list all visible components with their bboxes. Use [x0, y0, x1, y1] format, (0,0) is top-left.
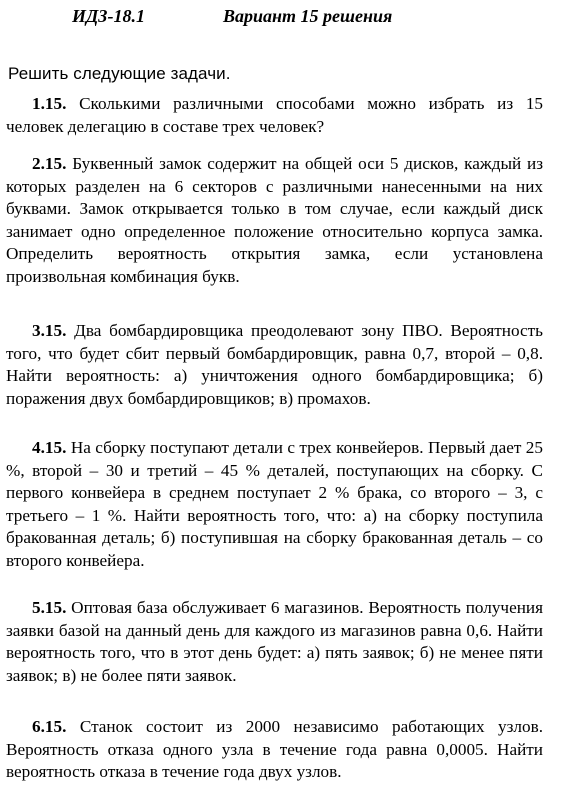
- problem-number: 3.15.: [32, 321, 67, 340]
- variant-title: Вариант 15 решения: [223, 6, 393, 26]
- problem-text: На сборку поступают детали с трех конвейеров. Первый дает 25 %, второй – 30 и третий – 45 % деталей, поступающих на сборку. С первого конвейера в среднем поступает 2 % брака, со второго – 3, с третьего – 1 %. Найти вероятность того, что: а) на сборку поступила бракованная деталь; б) поступившая на сборку бракованная деталь – со второго конвейера.: [6, 438, 543, 570]
- problem-text: Два бомбардировщика преодолевают зону ПВО. Вероятность того, что будет сбит первый бомбардировщик, равна 0,7, второй – 0,8. Найти вероятность: а) уничтожения одного бомбардировщика; б) поражения двух бомбардировщиков; в) промахов.: [6, 321, 543, 408]
- problem-text: Сколькими различными способами можно избрать из 15 человек делегацию в составе трех человек?: [6, 94, 544, 136]
- problem-number: 1.15.: [32, 94, 67, 113]
- problem-text: Оптовая база обслуживает 6 магазинов. Вероятность получения заявки базой на данный день для каждого из магазинов равна 0,6. Найти вероятность того, что в этот день будет: а) пять заявок; б) не менее пяти заявок; в) не более пяти заявок.: [6, 598, 543, 685]
- problem-number: 5.15.: [32, 598, 67, 617]
- problem-5: [6, 597, 543, 687]
- problem-text: Станок состоит из 2000 независимо работающих узлов. Вероятность отказа одного узла в течение года равна 0,0005. Найти вероятность отказа в течение года двух узлов.: [6, 717, 544, 782]
- problem-number: 6.15.: [32, 717, 67, 736]
- page-header: [0, 6, 578, 34]
- problem-number: 4.15.: [32, 438, 67, 457]
- instructions-text: Решить следующие задачи.: [8, 64, 231, 83]
- problem-number: 2.15.: [32, 154, 67, 173]
- problem-3: [6, 320, 543, 410]
- problem-1: [6, 93, 543, 138]
- assignment-code: ИДЗ-18.1: [72, 6, 145, 26]
- problem-4: [6, 437, 543, 573]
- problem-2: [6, 153, 543, 289]
- problem-6: [6, 716, 543, 784]
- problem-text: Буквенный замок содержит на общей оси 5 дисков, каждый из которых разделен на 6 секторов с различными нанесенными на них буквами. Замок открывается только в том случае, если каждый диск занимает одно определенное положение относительно корпуса замка. Определить вероятность открытия замка, если установлена произвольная комбинация букв.: [6, 154, 544, 286]
